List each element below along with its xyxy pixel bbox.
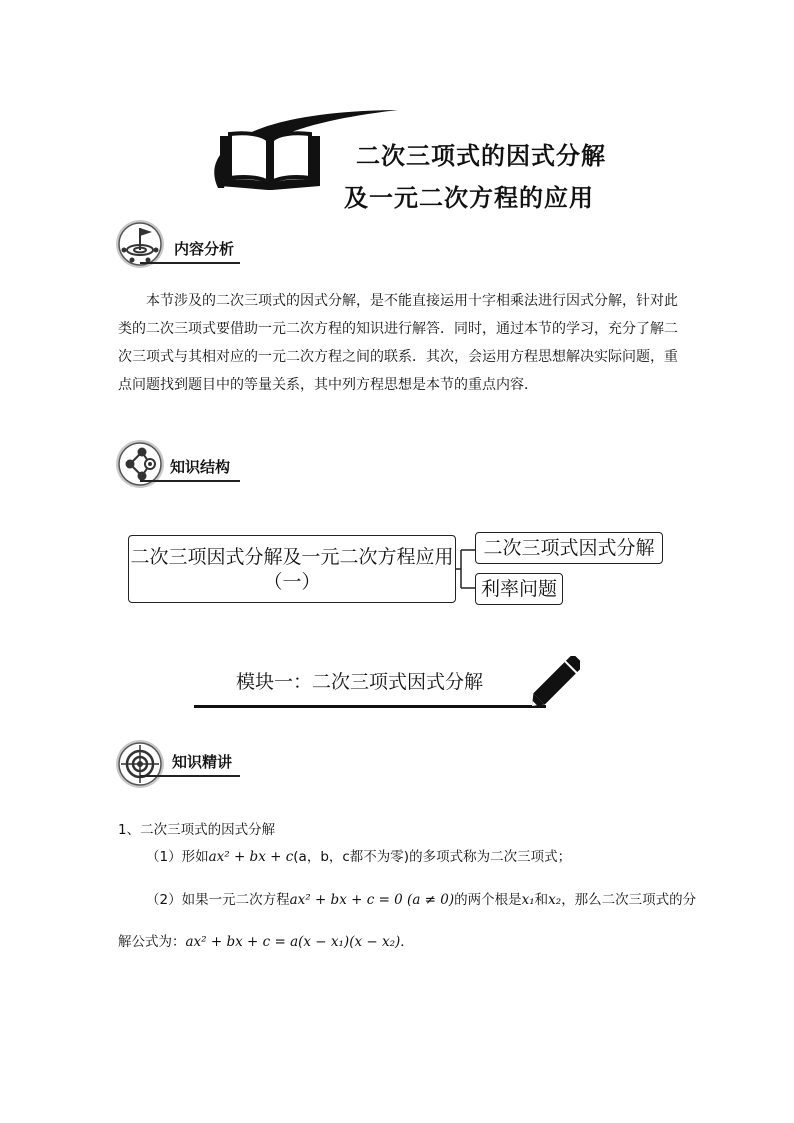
analysis-paragraph: 本节涉及的二次三项式的因式分解，是不能直接运用十字相乘法进行因式分解，针对此类的二次三项式要借助一元二次方程的知识进行解答．同时，通过本节的学习，充分了解二次三项式与其相对应的一元二次方程之间的联系．其次，会运用方程思想解决实际问题，重点问题找到题目中的等量关系，其中列方程思想是本节的重点内容． — [118, 293, 678, 393]
section-underline — [140, 480, 240, 482]
section-underline — [140, 262, 240, 264]
module-underline — [194, 705, 546, 708]
structure-branch2-box — [475, 573, 563, 605]
structure-branch1-label: 二次三项式因式分解 — [483, 537, 655, 559]
target-icon — [114, 736, 170, 792]
formula-end: ． — [400, 934, 414, 950]
root-suffix: ，那么二次三项式的分 — [561, 892, 697, 908]
knowledge-formula-line — [118, 930, 414, 950]
section-label-knowledge-explain: 知识精讲 — [172, 753, 233, 771]
root-x1: x₁ — [521, 892, 535, 908]
structure-connector — [455, 546, 477, 592]
structure-branch2-label: 利率问题 — [480, 578, 557, 600]
definition-prefix: （1）形如 — [146, 849, 209, 865]
root-mid: 的两个根是 — [454, 892, 522, 908]
formula-prefix: 解公式为： — [118, 934, 186, 950]
section-underline — [140, 775, 240, 777]
definition-suffix: 的多项式称为二次三项式； — [409, 849, 572, 865]
knowledge-item1-title: 1、二次三项式的因式分解 — [118, 822, 276, 838]
structure-branch1-box — [475, 532, 663, 564]
root-and: 和 — [534, 892, 549, 908]
page-title-line1: 二次三项式的因式分解 — [356, 142, 606, 170]
section-label-content-analysis: 内容分析 — [174, 240, 235, 258]
factorization-formula: ax² + bx + c = a(x − x₁)(x − x₂) — [185, 934, 401, 950]
root-x2: x₂ — [548, 892, 562, 908]
structure-main-box — [128, 535, 456, 603]
book-icon — [216, 130, 324, 194]
pencil-icon — [530, 656, 580, 708]
definition-expression: ax² + bx + c — [208, 849, 294, 865]
network-nodes-icon — [114, 436, 170, 492]
definition-params: (a，b，c都不为零) — [293, 849, 410, 865]
knowledge-definition-line — [146, 845, 571, 865]
root-equation: ax² + bx + c = 0 (a ≠ 0) — [289, 892, 455, 908]
knowledge-root-line — [146, 888, 696, 908]
module-title: 模块一：二次三项式因式分解 — [236, 671, 484, 693]
section-label-knowledge-structure: 知识结构 — [170, 458, 231, 476]
page-title-line2: 及一元二次方程的应用 — [344, 184, 594, 212]
structure-main-label: 二次三项因式分解及一元二次方程应用（一） — [130, 546, 454, 593]
root-prefix: （2）如果一元二次方程 — [146, 892, 290, 908]
